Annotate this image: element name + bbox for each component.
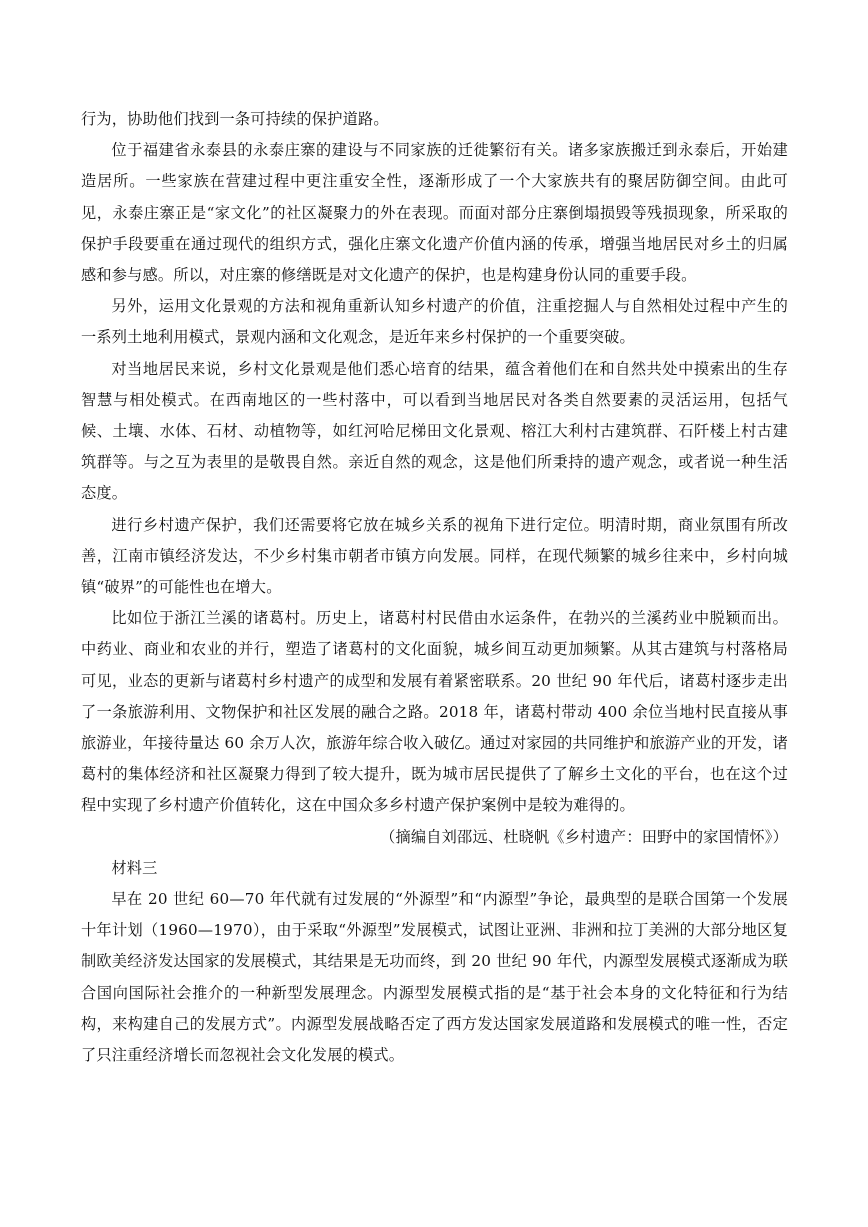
document-page bbox=[81, 104, 788, 1071]
paragraph-cultural-landscape: 另外，运用文化景观的方法和视角重新认知乡村遗产的价值，注重挖掘人与自然相处过程中产生的一系列土地利用模式，景观内涵和文化观念，是近年来乡村保护的一个重要突破。 bbox=[81, 297, 788, 347]
paragraph-urban-rural: 进行乡村遗产保护，我们还需要将它放在城乡关系的视角下进行定位。明清时期，商业氛围有所改善，江南市镇经济发达，不少乡村集市朝者市镇方向发展。同样，在现代频繁的城乡往来中，乡村向城镇“破界”的可能性也在增大。 bbox=[81, 515, 788, 597]
paragraph-material-three: 早在 20 世纪 60—70 年代就有过发展的“外源型”和“内源型”争论，最典型的是联合国第一个发展十年计划（1960—1970），由于采取“外源型”发展模式，试图让亚洲、非洲和拉丁美洲的大部分地区复制欧美经济发达国家的发展模式，其结果是无功而终，到 20 世纪 90 年代，内源型发展模式逐渐成为联合国向国际社会推介的一种新型发展理念。内源型发展模式指的是“基于社会本身的文化特征和行为结构，来构建自己的发展方式”。内源型发展战略否定了西方发达国家发展道路和发展模式的唯一性，否定了只注重经济增长而忽视社会文化发展的模式。 bbox=[81, 890, 788, 1065]
paragraph-continuation: 行为，协助他们找到一条可持续的保护道路。 bbox=[81, 110, 389, 128]
paragraph-yongtai-zhuangzhai: 位于福建省永泰县的永泰庄寨的建设与不同家族的迁徙繁衍有关。诸多家族搬迁到永泰后，开始建造居所。一些家族在营建过程中更注重安全性，逐渐形成了一个大家族共有的聚居防御空间。由此可见，永泰庄寨正是“家文化”的社区凝聚力的外在表现。而面对部分庄寨倒塌损毁等残损现象，所采取的保护手段要重在通过现代的组织方式，强化庄寨文化遗产价值内涵的传承，增强当地居民对乡土的归属感和参与感。所以，对庄寨的修缮既是对文化遗产的保护，也是构建身份认同的重要手段。 bbox=[81, 141, 788, 285]
source-citation: （摘编自刘邵远、杜晓帆《乡村遗产：田野中的家国情怀》） bbox=[380, 827, 788, 846]
paragraph-local-residents: 对当地居民来说，乡村文化景观是他们悉心培育的结果，蕴含着他们在和自然共处中摸索出的生存智慧与相处模式。在西南地区的一些村落中，可以看到当地居民对各类自然要素的灵活运用，包括气候、土壤、水体、石材、动植物等，如红河哈尼梯田文化景观、榕江大利村古建筑群、石阡楼上村古建筑群等。与之互为表里的是敬畏自然。亲近自然的观念，这是他们所秉持的遗产观念，或者说一种生活态度。 bbox=[81, 359, 788, 503]
paragraph-zhuge-village: 比如位于浙江兰溪的诸葛村。历史上，诸葛村村民借由水运条件，在勃兴的兰溪药业中脱颖而出。中药业、商业和农业的并行，塑造了诸葛村的文化面貌，城乡间互动更加频繁。从其古建筑与村落格局可见，业态的更新与诸葛村乡村遗产的成型和发展有着紧密联系。20 世纪 90 年代后，诸葛村逐步走出了一条旅游利用、文物保护和社区发展的融合之路。2018 年，诸葛村带动 400 余位当地村民直接从事旅游业，年接待量达 60 余万人次，旅游年综合收入破亿。通过对家园的共同维护和旅游产业的开发，诸葛村的集体经济和社区凝聚力得到了较大提升，既为城市居民提供了了解乡土文化的平台，也在这个过程中实现了乡村遗产价值转化，这在中国众多乡村遗产保护案例中是较为难得的。 bbox=[81, 609, 788, 815]
material-heading: 材料三 bbox=[111, 858, 158, 877]
